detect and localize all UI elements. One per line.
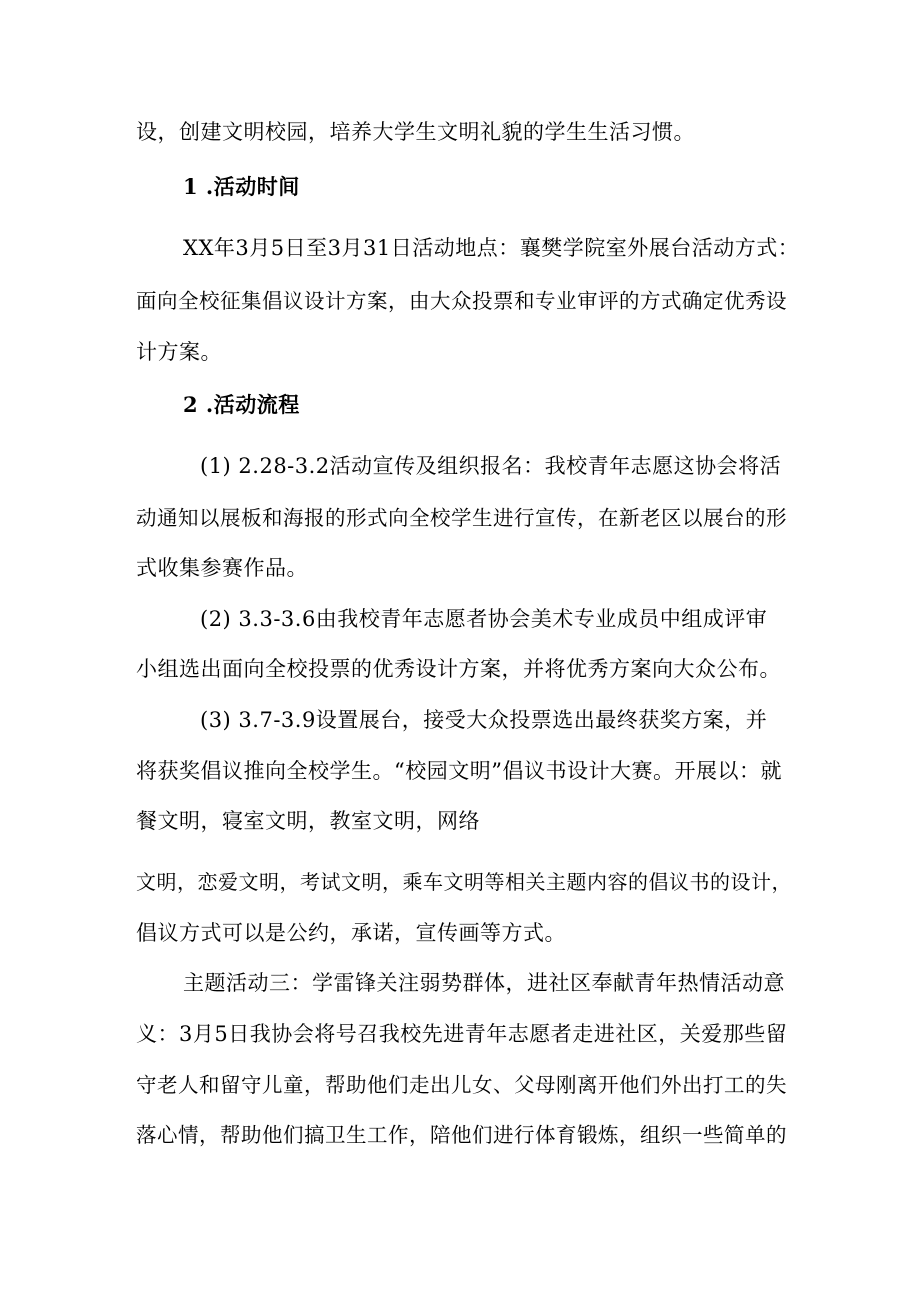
paragraph-line: 式收集参赛作品。 — [136, 556, 308, 580]
paragraph-line: XX年3月5日至3月31日活动地点：襄樊学院室外展台活动方式： — [183, 236, 800, 260]
list-item-line: (2) 3.3-3.6由我校青年志愿者协会美术专业成员中组成评审 — [200, 607, 768, 631]
paragraph-line: 义：3月5日我协会将号召我校先进青年志愿者走进社区，关爱那些留 — [136, 1022, 788, 1046]
section-heading-activity-time: 1 .活动时间 — [183, 174, 300, 199]
paragraph-line: 设，创建文明校园，培养大学生文明礼貌的学生生活习惯。 — [136, 120, 695, 144]
paragraph-line: 文明，恋爱文明，考试文明，乘车文明等相关主题内容的倡议书的设计， — [136, 870, 792, 894]
paragraph-line: 动通知以展板和海报的形式向全校学生进行宣传，在新老区以展台的形 — [136, 506, 787, 530]
list-item-line: (3) 3.7-3.9设置展台，接受大众投票选出最终获奖方案，并 — [200, 708, 768, 732]
paragraph-line: 小组选出面向全校投票的优秀设计方案，并将优秀方案向大众公布。 — [136, 657, 781, 681]
paragraph-line: 将获奖倡议推向全校学生。“校园文明”倡议书设计大赛。开展以：就 — [136, 759, 782, 783]
paragraph-line: 主题活动三：学雷锋关注弱势群体，进社区奉献青年热情活动意 — [183, 971, 785, 995]
paragraph-line: 餐文明，寝室文明，教室文明，网络 — [136, 809, 480, 833]
paragraph-line: 落心情，帮助他们搞卫生工作，陪他们进行体育锻炼，组织一些简单的 — [136, 1123, 787, 1147]
paragraph-line: 守老人和留守儿童，帮助他们走出儿女、父母刚离开他们外出打工的失 — [136, 1073, 787, 1097]
paragraph-line: 面向全校征集倡议设计方案，由大众投票和专业审评的方式确定优秀设 — [136, 289, 787, 313]
list-item-line: (1) 2.28-3.2活动宣传及组织报名：我校青年志愿这协会将活 — [200, 454, 782, 478]
section-heading-activity-process: 2 .活动流程 — [183, 392, 300, 417]
paragraph-line: 计方案。 — [136, 340, 222, 364]
paragraph-line: 倡议方式可以是公约，承诺，宣传画等方式。 — [136, 921, 566, 945]
